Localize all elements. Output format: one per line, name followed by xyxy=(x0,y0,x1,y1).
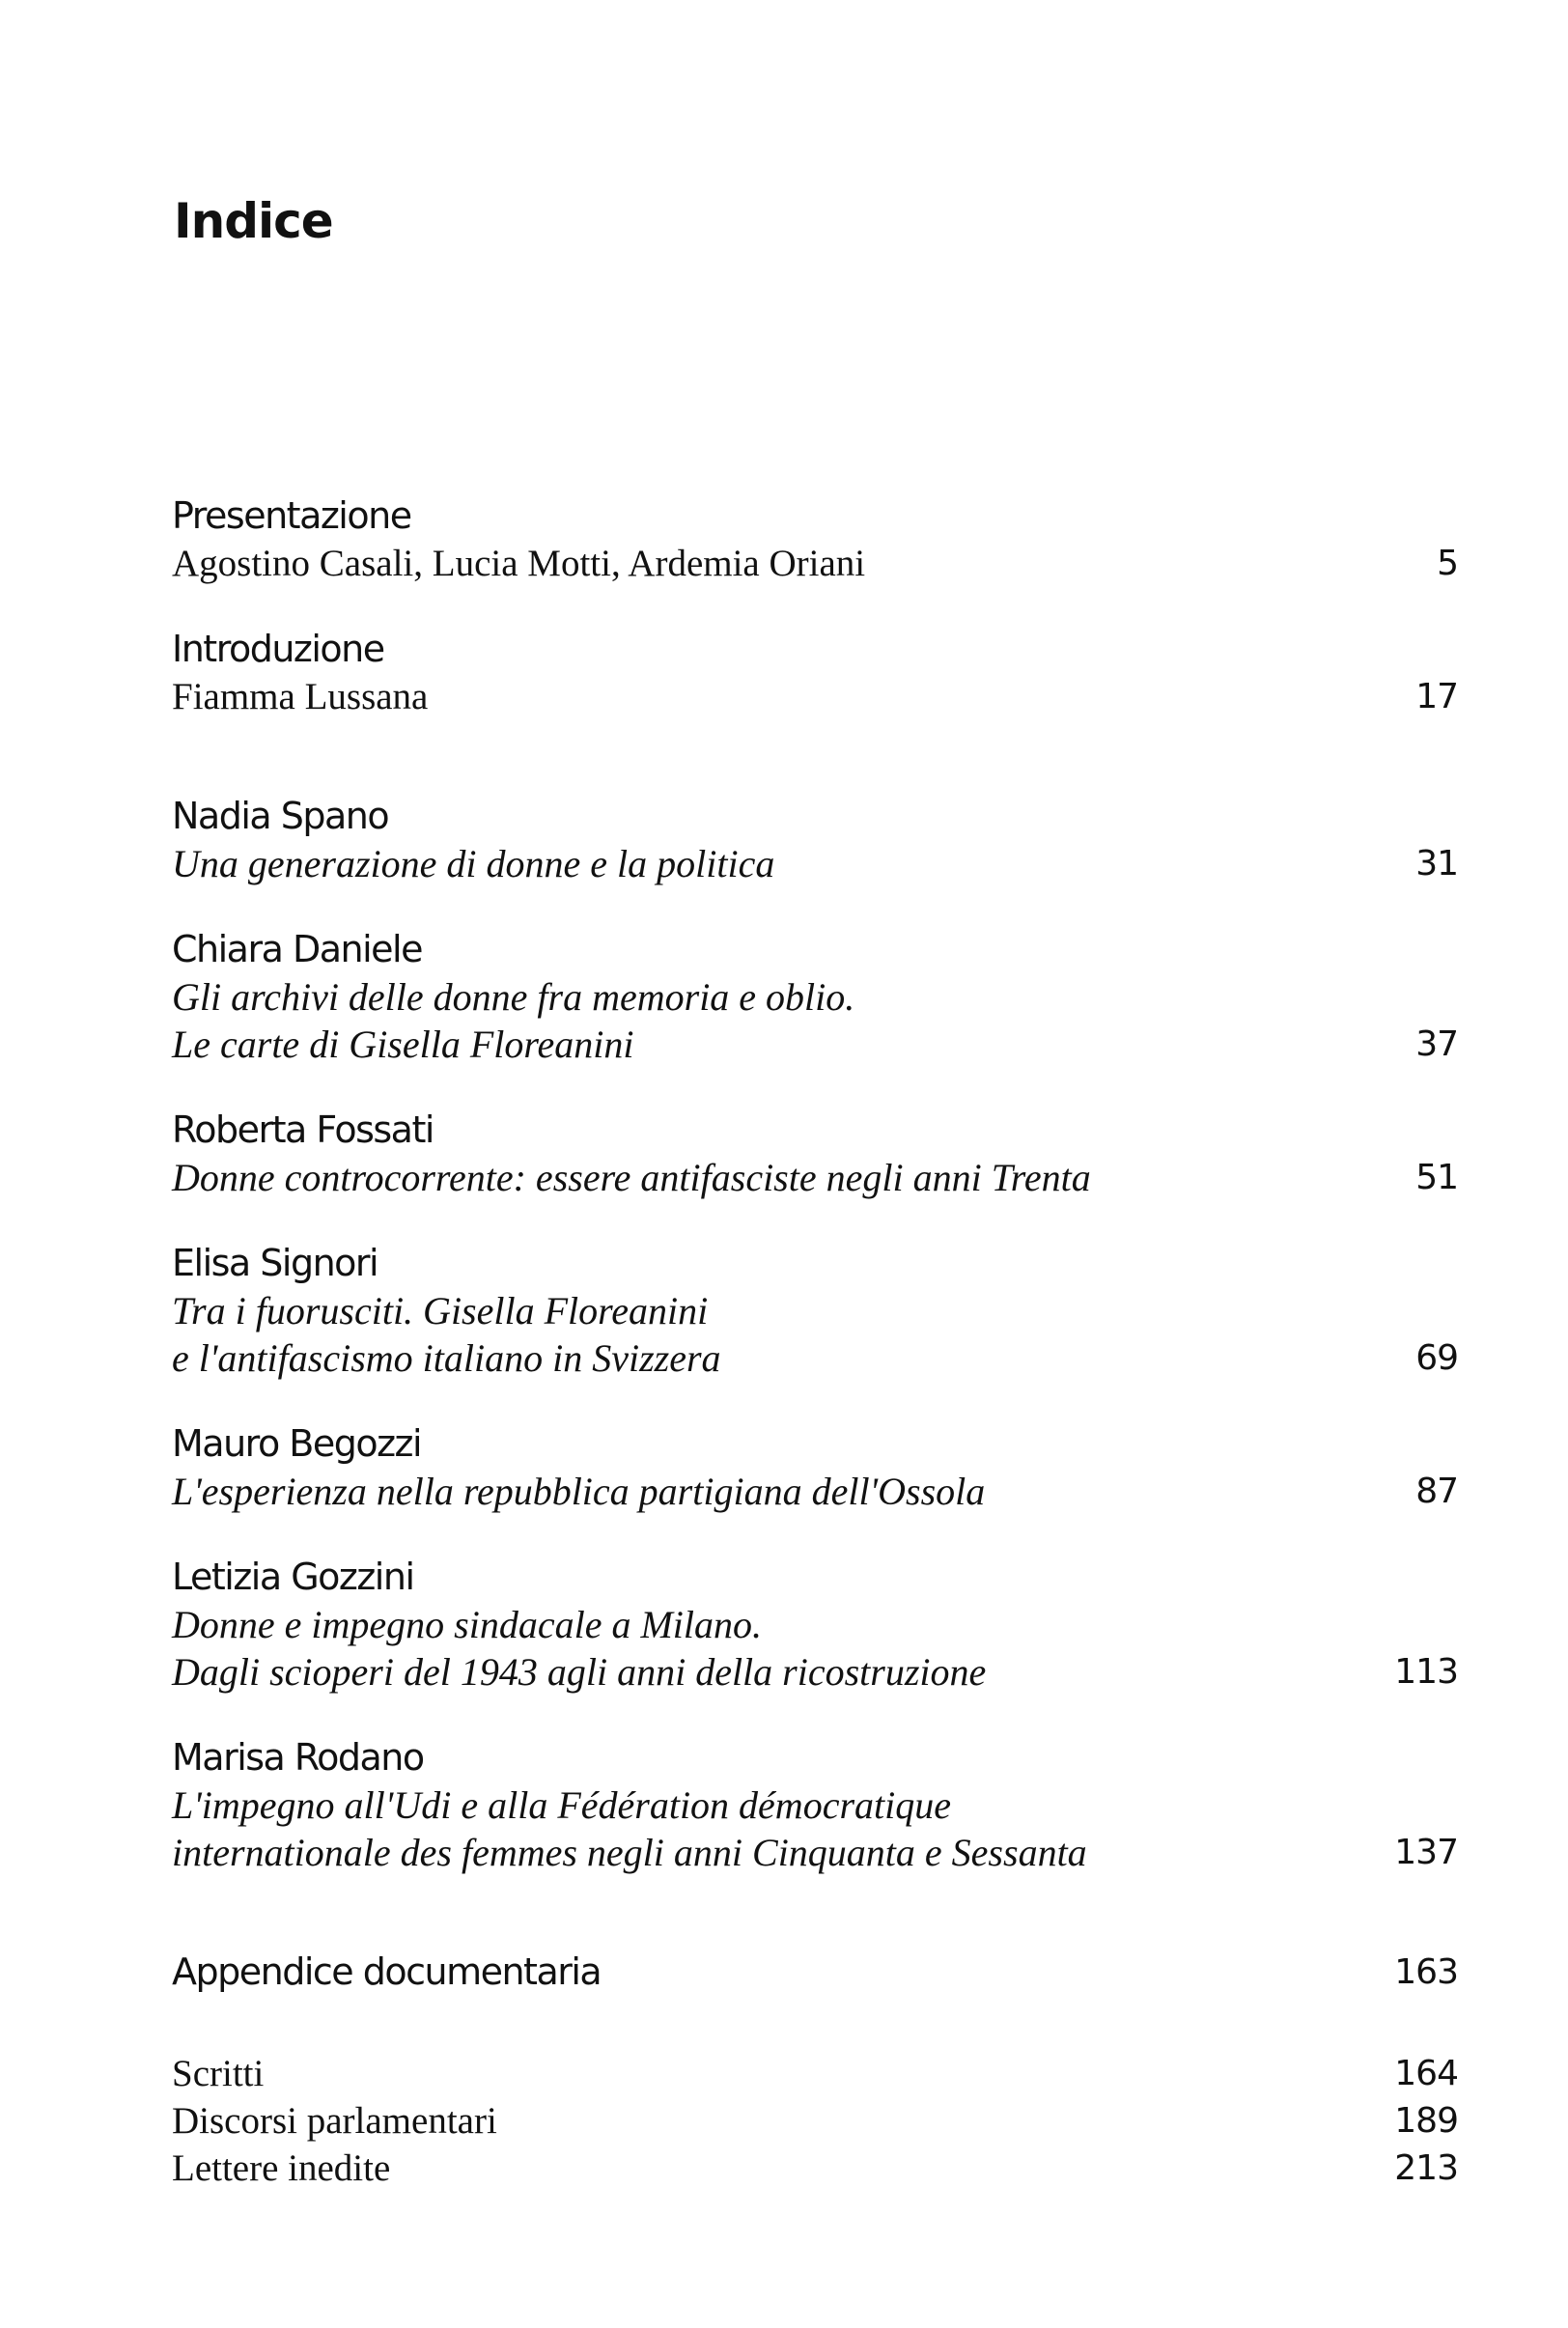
toc-title: Gli archivi delle donne fra memoria e oblio. xyxy=(172,975,855,1019)
toc-author: Elisa Signori xyxy=(172,1242,378,1284)
toc-page-number: 37 xyxy=(1415,1024,1458,1064)
table-of-contents xyxy=(172,492,1458,2192)
page-title: Indice xyxy=(174,193,333,249)
toc-entry xyxy=(172,1240,1458,1382)
toc-entry xyxy=(172,1107,1458,1201)
toc-author: Nadia Spano xyxy=(172,795,389,837)
toc-page-number: 189 xyxy=(1394,2101,1458,2141)
toc-heading: Appendice documentaria xyxy=(172,1950,602,1993)
toc-heading: Introduzione xyxy=(172,628,384,670)
toc-author: Marisa Rodano xyxy=(172,1736,424,1779)
toc-page-number: 17 xyxy=(1415,677,1458,716)
toc-author: Fiamma Lussana xyxy=(172,676,429,717)
toc-page-number: 51 xyxy=(1415,1158,1458,1197)
toc-title: L'impegno all'Udi e alla Fédération démocratique xyxy=(172,1783,951,1827)
toc-page-number: 213 xyxy=(1394,2148,1458,2188)
toc-entry xyxy=(172,1420,1458,1515)
toc-entry xyxy=(172,1734,1458,1876)
toc-title: Dagli scioperi del 1943 agli anni della ricostruzione xyxy=(172,1650,987,1694)
toc-title: Tra i fuorusciti. Gisella Floreanini xyxy=(172,1289,709,1332)
toc-title: Le carte di Gisella Floreanini xyxy=(172,1023,634,1066)
toc-entry xyxy=(172,793,1458,887)
toc-entry xyxy=(172,1554,1458,1696)
toc-title: Donne e impegno sindacale a Milano. xyxy=(172,1603,762,1646)
toc-appendix-list xyxy=(172,2050,1458,2192)
toc-entry xyxy=(172,926,1458,1068)
toc-title: Donne controcorrente: essere antifasciste negli anni Trenta xyxy=(172,1156,1091,1199)
toc-page-number: 113 xyxy=(1394,1652,1458,1692)
toc-page-number: 137 xyxy=(1394,1833,1458,1872)
toc-appendix-item: Lettere inedite xyxy=(172,2147,391,2189)
toc-appendix-item: Discorsi parlamentari xyxy=(172,2100,497,2142)
toc-page-number: 164 xyxy=(1394,2054,1458,2093)
toc-page-number: 5 xyxy=(1437,544,1458,583)
toc-entry-appendice xyxy=(172,1949,1458,1996)
toc-entry-presentazione xyxy=(172,492,1458,587)
toc-author: Mauro Begozzi xyxy=(172,1422,422,1465)
toc-page-number: 163 xyxy=(1394,1952,1458,1992)
toc-page-number: 31 xyxy=(1415,844,1458,884)
toc-author: Agostino Casali, Lucia Motti, Ardemia Oriani xyxy=(172,543,866,584)
toc-title: Una generazione di donne e la politica xyxy=(172,842,775,885)
toc-author: Roberta Fossati xyxy=(172,1108,434,1151)
toc-entry-introduzione xyxy=(172,626,1458,720)
toc-author: Letizia Gozzini xyxy=(172,1556,414,1598)
toc-page-number: 69 xyxy=(1415,1338,1458,1378)
toc-appendix-item: Scritti xyxy=(172,2053,265,2094)
toc-title: e l'antifascismo italiano in Svizzera xyxy=(172,1336,721,1380)
toc-page-number: 87 xyxy=(1415,1472,1458,1511)
toc-heading: Presentazione xyxy=(172,494,411,537)
toc-author: Chiara Daniele xyxy=(172,928,422,970)
toc-title: internationale des femmes negli anni Cinquanta e Sessanta xyxy=(172,1831,1087,1874)
toc-title: L'esperienza nella repubblica partigiana dell'Ossola xyxy=(172,1470,986,1513)
